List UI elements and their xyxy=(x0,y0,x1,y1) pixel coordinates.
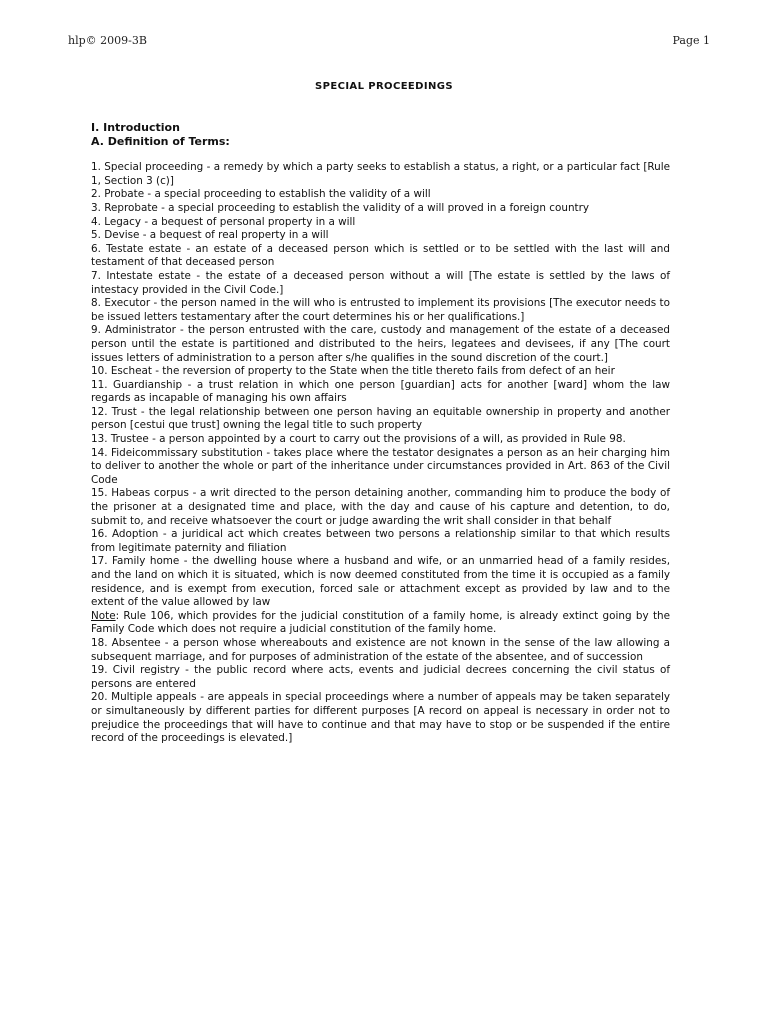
definition-item: 20. Multiple appeals - are appeals in special proceedings where a number of appeals may be taken separately or simultaneously by different parties for different purposes [A record on appeal is necessary in order not to prejudice the proceedings that will have to continue and that may have to stop or be suspended if the entire record of the proceedings is elevated.] xyxy=(91,691,670,745)
definition-item: 17. Family home - the dwelling house where a husband and wife, or an unmarried head of a family resides, and the land on which it is situated, which is now deemed constituted from the time it is occupied as a family residence, and is exempt from execution, forced sale or attachment except as provided by law and to the extent of the value allowed by law xyxy=(91,555,670,609)
note-text: : Rule 106, which provides for the judicial constitution of a family home, is already extinct going by the Family Code which does not require a judicial constitution of the family home. xyxy=(91,609,670,636)
definition-item: 6. Testate estate - an estate of a deceased person which is settled or to be settled with the last will and testament of that deceased person xyxy=(91,242,670,269)
definition-item: 8. Executor - the person named in the will who is entrusted to implement its provisions [The executor needs to be issued letters testamentary after the court determines his or her qualifications.] xyxy=(91,297,670,323)
definition-item: 7. Intestate estate - the estate of a deceased person without a will [The estate is settled by the laws of intestacy provided in the Civil Code.] xyxy=(91,269,670,296)
definition-item: 18. Absentee - a person whose whereabouts and existence are not known in the sense of the law allowing a subsequent marriage, and for purposes of administration of the estate of the absentee, and of succession xyxy=(91,636,670,663)
subsection-heading: A. Definition of Terms: xyxy=(91,134,230,148)
definition-item: 14. Fideicommissary substitution - takes place where the testator designates a person as an heir charging him to deliver to another the whole or part of the inheritance under circumstances provided in Art. 863 of the Civil Code xyxy=(91,446,670,486)
section-heading: I. Introduction xyxy=(91,121,180,134)
definition-item: 13. Trustee - a person appointed by a court to carry out the provisions of a will, as provided in Rule 98. xyxy=(91,433,626,446)
definition-item: 15. Habeas corpus - a writ directed to the person detaining another, commanding him to produce the body of the prisoner at a designated time and place, with the day and cause of his capture and detention, to do, submit to, and receive whatsoever the court or judge awarding the writ shall consider in that behalf xyxy=(91,487,670,527)
definition-item: 2. Probate - a special proceeding to establish the validity of a will xyxy=(91,188,431,201)
definition-item: 16. Adoption - a juridical act which creates between two persons a relationship similar to that which results from legitimate paternity and filiation xyxy=(91,528,670,554)
definition-item: 4. Legacy - a bequest of personal property in a will xyxy=(91,215,356,228)
note-label: Note xyxy=(91,609,116,622)
definition-item: 9. Administrator - the person entrusted with the care, custody and management of the estate of a deceased person until the estate is partitioned and distributed to the heirs, legatees and devisees, if any [The court issues letters of administration to a person after s/he qualifies in the sound discretion of the court.] xyxy=(91,324,670,364)
definition-item: 12. Trust - the legal relationship between one person having an equitable ownership in property and another person [cestui que trust] owning the legal title to such property xyxy=(91,405,670,432)
definition-item: 10. Escheat - the reversion of property to the State when the title thereto fails from defect of an heir xyxy=(91,365,615,378)
header-copyright: hlp© 2009-3B xyxy=(68,34,147,47)
header-page-number: Page 1 xyxy=(672,34,710,47)
definition-item: 1. Special proceeding - a remedy by which a party seeks to establish a status, a right, or a particular fact [Rule 1, Section 3 (c)] xyxy=(91,161,670,187)
document-body xyxy=(91,121,670,746)
definition-item: 11. Guardianship - a trust relation in which one person [guardian] acts for another [ward] whom the law regards as incapable of managing his own affairs xyxy=(91,378,670,405)
definition-item: 5. Devise - a bequest of real property in a will xyxy=(91,229,329,242)
definition-item: 3. Reprobate - a special proceeding to establish the validity of a will proved in a foreign country xyxy=(91,201,590,214)
definition-item: 19. Civil registry - the public record where acts, events and judicial decrees concerning the civil status of persons are entered xyxy=(91,664,670,690)
note-paragraph xyxy=(91,610,670,637)
document-title: SPECIAL PROCEEDINGS xyxy=(315,81,453,92)
